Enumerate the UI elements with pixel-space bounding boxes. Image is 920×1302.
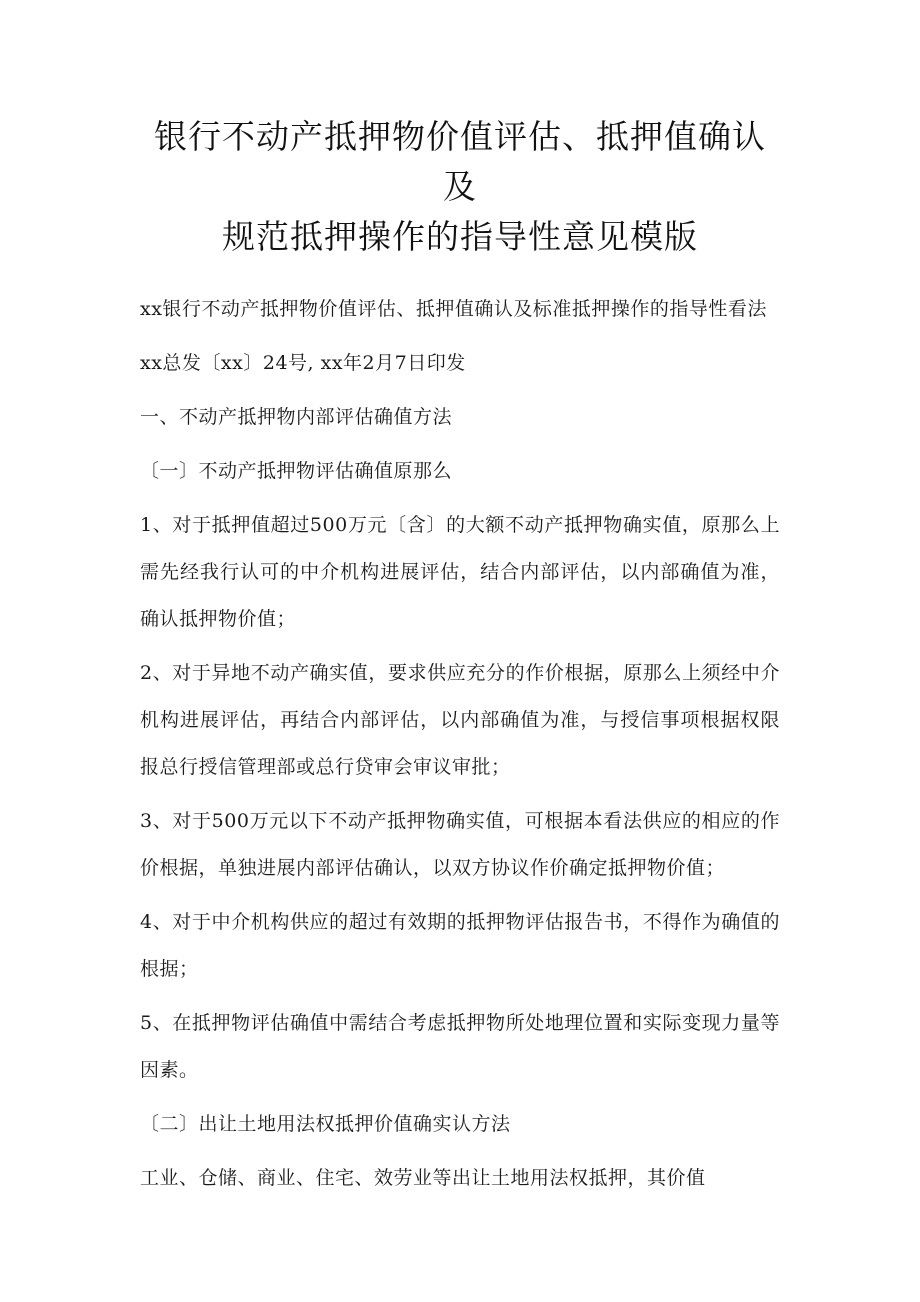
paragraph-item-1: 1、对于抵押值超过500万元〔含〕的大额不动产抵押物确实值，原那么上需先经我行认可的中介机构进展评估，结合内部评估，以内部确值为准，确认抵押物价值； [140, 514, 780, 630]
title-line-2: 规范抵押操作的指导性意见模版 [222, 217, 698, 256]
paragraph-item-2: 2、对于异地不动产确实值，要求供应充分的作价根据，原那么上须经中介机构进展评估，再结合内部评估，以内部确值为准，与授信事项根据权限报总行授信管理部或总行贷审会审议审批； [140, 662, 780, 778]
document-body [140, 286, 780, 1202]
paragraph-item-3: 3、对于500万元以下不动产抵押物确实值，可根据本看法供应的相应的作价根据，单独进展内部评估确认，以双方协议作价确定抵押物价值； [140, 810, 780, 879]
subsection-heading-2: 〔二〕出让土地用法权抵押价值确实认方法 [140, 1113, 511, 1135]
paragraph-item-4: 4、对于中介机构供应的超过有效期的抵押物评估报告书，不得作为确值的根据； [140, 911, 780, 980]
document-title [140, 112, 780, 262]
document-subtitle: xx银行不动产抵押物价值评估、抵押值确认及标准抵押操作的指导性看法 [140, 298, 767, 320]
paragraph-body: 工业、仓储、商业、住宅、效劳业等出让土地用法权抵押，其价值 [140, 1167, 706, 1189]
section-heading-1: 一、不动产抵押物内部评估确值方法 [140, 406, 453, 428]
issuance-line: xx总发〔xx〕24号, xx年2月7日印发 [140, 352, 466, 374]
subsection-heading-1: 〔一〕不动产抵押物评估确值原那么 [140, 460, 453, 482]
title-line-1: 银行不动产抵押物价值评估、抵押值确认及 [154, 117, 766, 206]
paragraph-item-5: 5、在抵押物评估确值中需结合考虑抵押物所处地理位置和实际变现力量等因素。 [140, 1012, 780, 1081]
